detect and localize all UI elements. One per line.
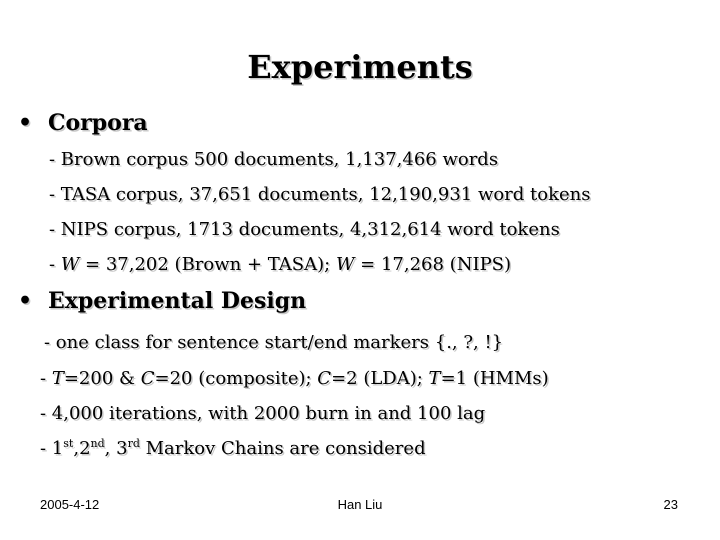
text: =200 &	[63, 368, 141, 389]
corpus-line-brown: - Brown corpus 500 documents, 1,137,466 words	[49, 149, 499, 170]
ordinal-suffix: nd	[90, 437, 105, 450]
var-c: C	[317, 368, 332, 389]
footer-author: Han Liu	[337, 497, 383, 512]
text: = 37,202 (Brown + TASA);	[79, 254, 336, 275]
slide-title: Experiments	[247, 48, 473, 86]
text: =2 (LDA);	[331, 368, 429, 389]
design-line-markov-chains	[40, 437, 426, 461]
text: - 1	[40, 438, 64, 459]
design-line-iterations: - 4,000 iterations, with 2000 burn in and 100 lag	[40, 403, 486, 424]
text: ,2	[73, 438, 91, 459]
dash: -	[49, 254, 61, 275]
text: =1 (HMMs)	[440, 368, 549, 389]
text: Markov Chains are considered	[139, 438, 426, 459]
section-heading-label: Experimental Design	[48, 288, 307, 314]
var-c: C	[140, 368, 155, 389]
corpus-line-tasa: - TASA corpus, 37,651 documents, 12,190,931 word tokens	[49, 184, 591, 205]
design-line-markers: - one class for sentence start/end markers {., ?, !}	[44, 332, 504, 353]
vocabulary-size-line	[49, 253, 511, 277]
ordinal-suffix: rd	[127, 437, 140, 450]
design-line-parameters	[40, 367, 549, 391]
var-t: T	[428, 368, 441, 389]
dash: -	[40, 368, 52, 389]
section-corpora-heading	[18, 108, 148, 138]
bullet-icon: •	[18, 110, 33, 136]
text: , 3	[104, 438, 128, 459]
ordinal-suffix: st	[63, 437, 74, 450]
section-design-heading	[18, 286, 306, 316]
footer-page-number: 23	[663, 497, 678, 512]
var-w: W	[335, 254, 355, 275]
bullet-icon: •	[18, 288, 33, 314]
corpus-line-nips: - NIPS corpus, 1713 documents, 4,312,614 word tokens	[49, 219, 560, 240]
text: =20 (composite);	[154, 368, 318, 389]
footer-date: 2005-4-12	[40, 497, 100, 512]
text: = 17,268 (NIPS)	[354, 254, 512, 275]
var-t: T	[51, 368, 64, 389]
var-w: W	[60, 254, 80, 275]
section-heading-label: Corpora	[48, 110, 148, 136]
